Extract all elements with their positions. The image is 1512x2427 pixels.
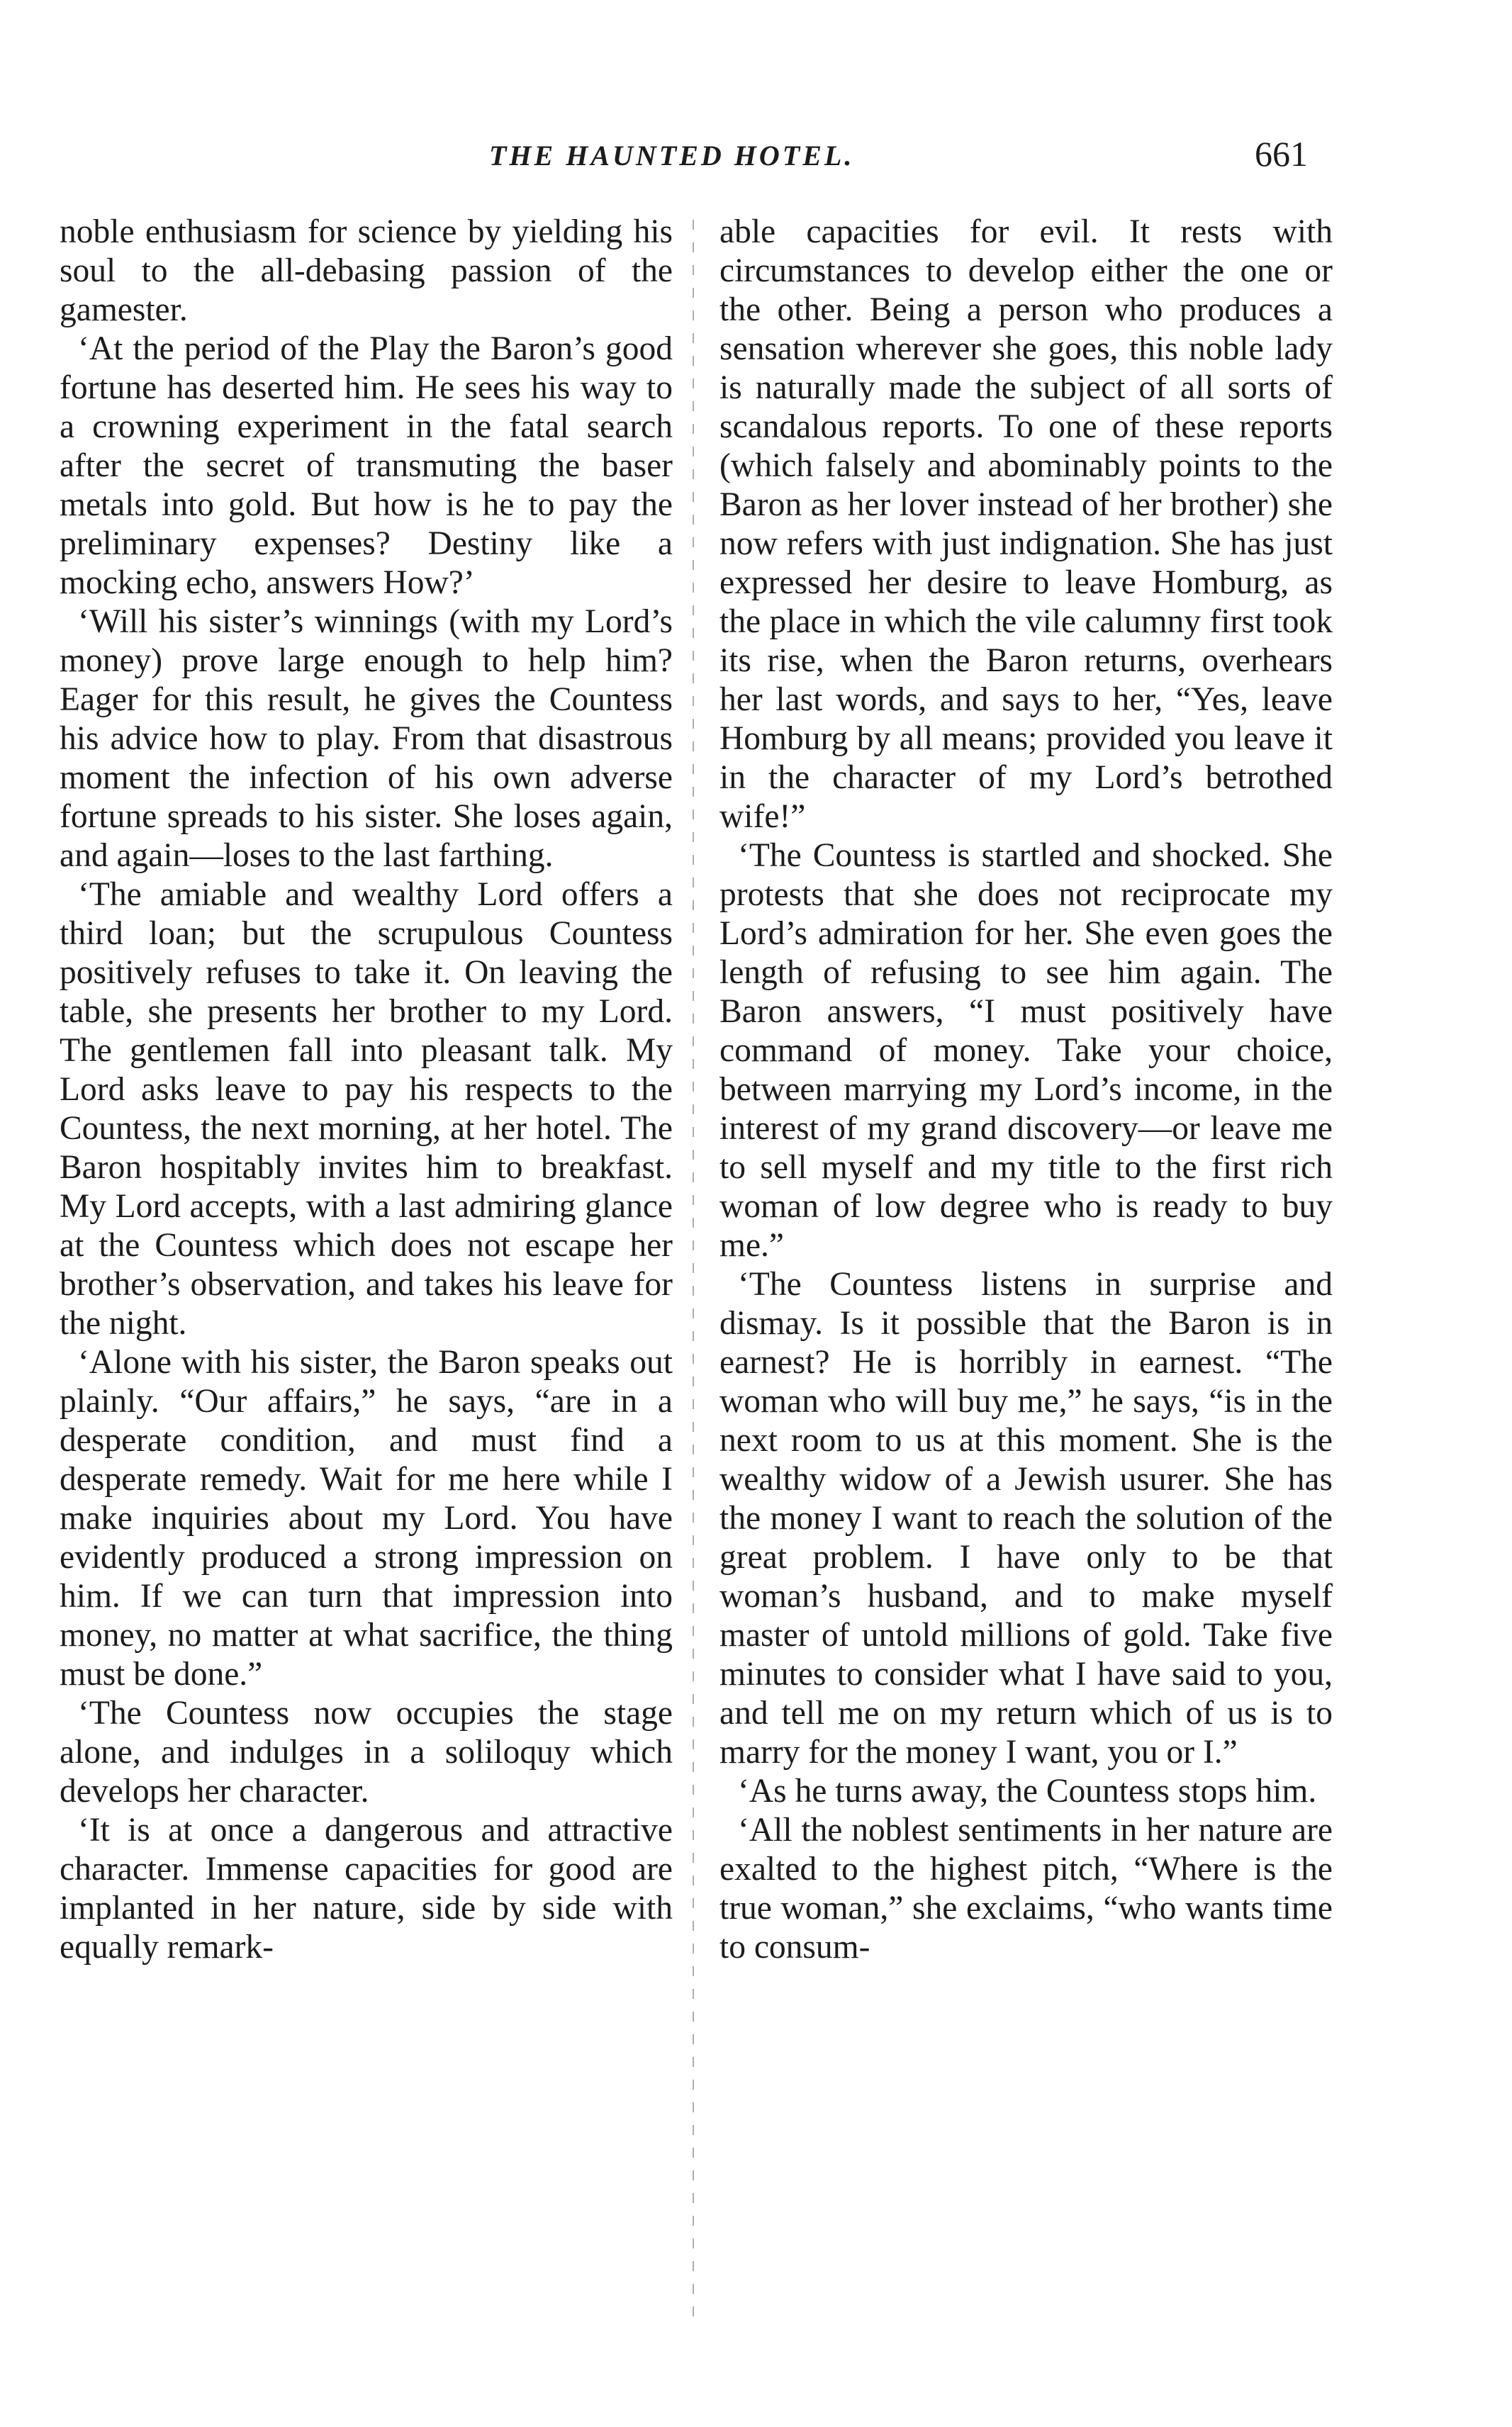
paragraph: ‘As he turns away, the Countess stops him.	[738, 1773, 1317, 1810]
left-column	[60, 213, 673, 1967]
running-title: THE HAUNTED HOTEL.	[489, 140, 855, 172]
right-column	[719, 213, 1333, 1967]
paragraph: ‘Alone with his sister, the Baron speaks out plainly. “Our affairs,” he says, “are in a desperate condition, and must find a desperate remedy. Wait for me here while I make inquiries about my Lord. You have evidently produced a strong impression on him. If we can turn that impression into money, no matter at what sacrifice, the thing must be done.”	[60, 1344, 673, 1693]
page-number: 661	[1255, 134, 1308, 174]
paragraph: ‘The Countess is startled and shocked. She protests that she does not reciprocate my Lord’s admiration for her. She even goes the length of refusing to see him again. The Baron answers, “I must positively have command of money. Take your choice, between marrying my Lord’s income, in the interest of my grand discovery—or leave me to sell myself and my title to the first rich woman of low degree who is ready to buy me.”	[719, 837, 1333, 1264]
paragraph: able capacities for evil. It rests with circumstances to develop either the one or the other. Being a person who produces a sensation wherever she goes, this noble lady is naturally made the subject of all sorts of scandalous reports. To one of these reports (which falsely and abominably points to the Baron as her lover instead of her brother) she now refers with just indignation. She has just expressed her desire to leave Homburg, as the place in which the vile calumny first took its rise, when the Baron returns, overhears her last words, and says to her, “Yes, leave Homburg by all means; provided you leave it in the character of my Lord’s betrothed wife!”	[719, 213, 1333, 835]
paragraph: ‘All the noblest sentiments in her nature are exalted to the highest pitch, “Where is the true woman,” she exclaims, “who wants time to consum-	[719, 1812, 1333, 1966]
paragraph: ‘The Countess now occupies the stage alone, and indulges in a soliloquy which develops her character.	[60, 1695, 673, 1810]
column-divider	[693, 220, 694, 2318]
paragraph: ‘Will his sister’s winnings (with my Lord’s money) prove large enough to help him? Eager for this result, he gives the Countess his advice how to play. From that disastrous moment the infection of his own adverse fortune spreads to his sister. She loses again, and again—loses to the last farthing.	[60, 603, 673, 874]
paragraph: ‘The Countess listens in surprise and dismay. Is it possible that the Baron is in earnest? He is horribly in earnest. “The woman who will buy me,” he says, “is in the next room to us at this moment. She is the wealthy widow of a Jewish usurer. She has the money I want to reach the solution of the great problem. I have only to be that woman’s husband, and to make myself master of untold millions of gold. Take five minutes to consider what I have said to you, and tell me on my return which of us is to marry for the money I want, you or I.”	[719, 1266, 1333, 1771]
paragraph: ‘The amiable and wealthy Lord offers a third loan; but the scrupulous Countess positively refuses to take it. On leaving the table, she presents her brother to my Lord. The gentlemen fall into pleasant talk. My Lord asks leave to pay his respects to the Countess, the next morning, at her hotel. The Baron hospitably invites him to breakfast. My Lord accepts, with a last admiring glance at the Countess which does not escape her brother’s observation, and takes his leave for the night.	[60, 876, 673, 1342]
paragraph: ‘It is at once a dangerous and attractive character. Immense capacities for good are implanted in her nature, side by side with equally remark-	[60, 1812, 673, 1966]
paragraph: noble enthusiasm for science by yielding his soul to the all-debasing passion of the gamester.	[60, 213, 673, 328]
paragraph: ‘At the period of the Play the Baron’s good fortune has deserted him. He sees his way to a crowning experiment in the fatal search after the secret of transmuting the baser metals into gold. But how is he to pay the preliminary expenses? Destiny like a mocking echo, answers How?’	[60, 330, 673, 601]
